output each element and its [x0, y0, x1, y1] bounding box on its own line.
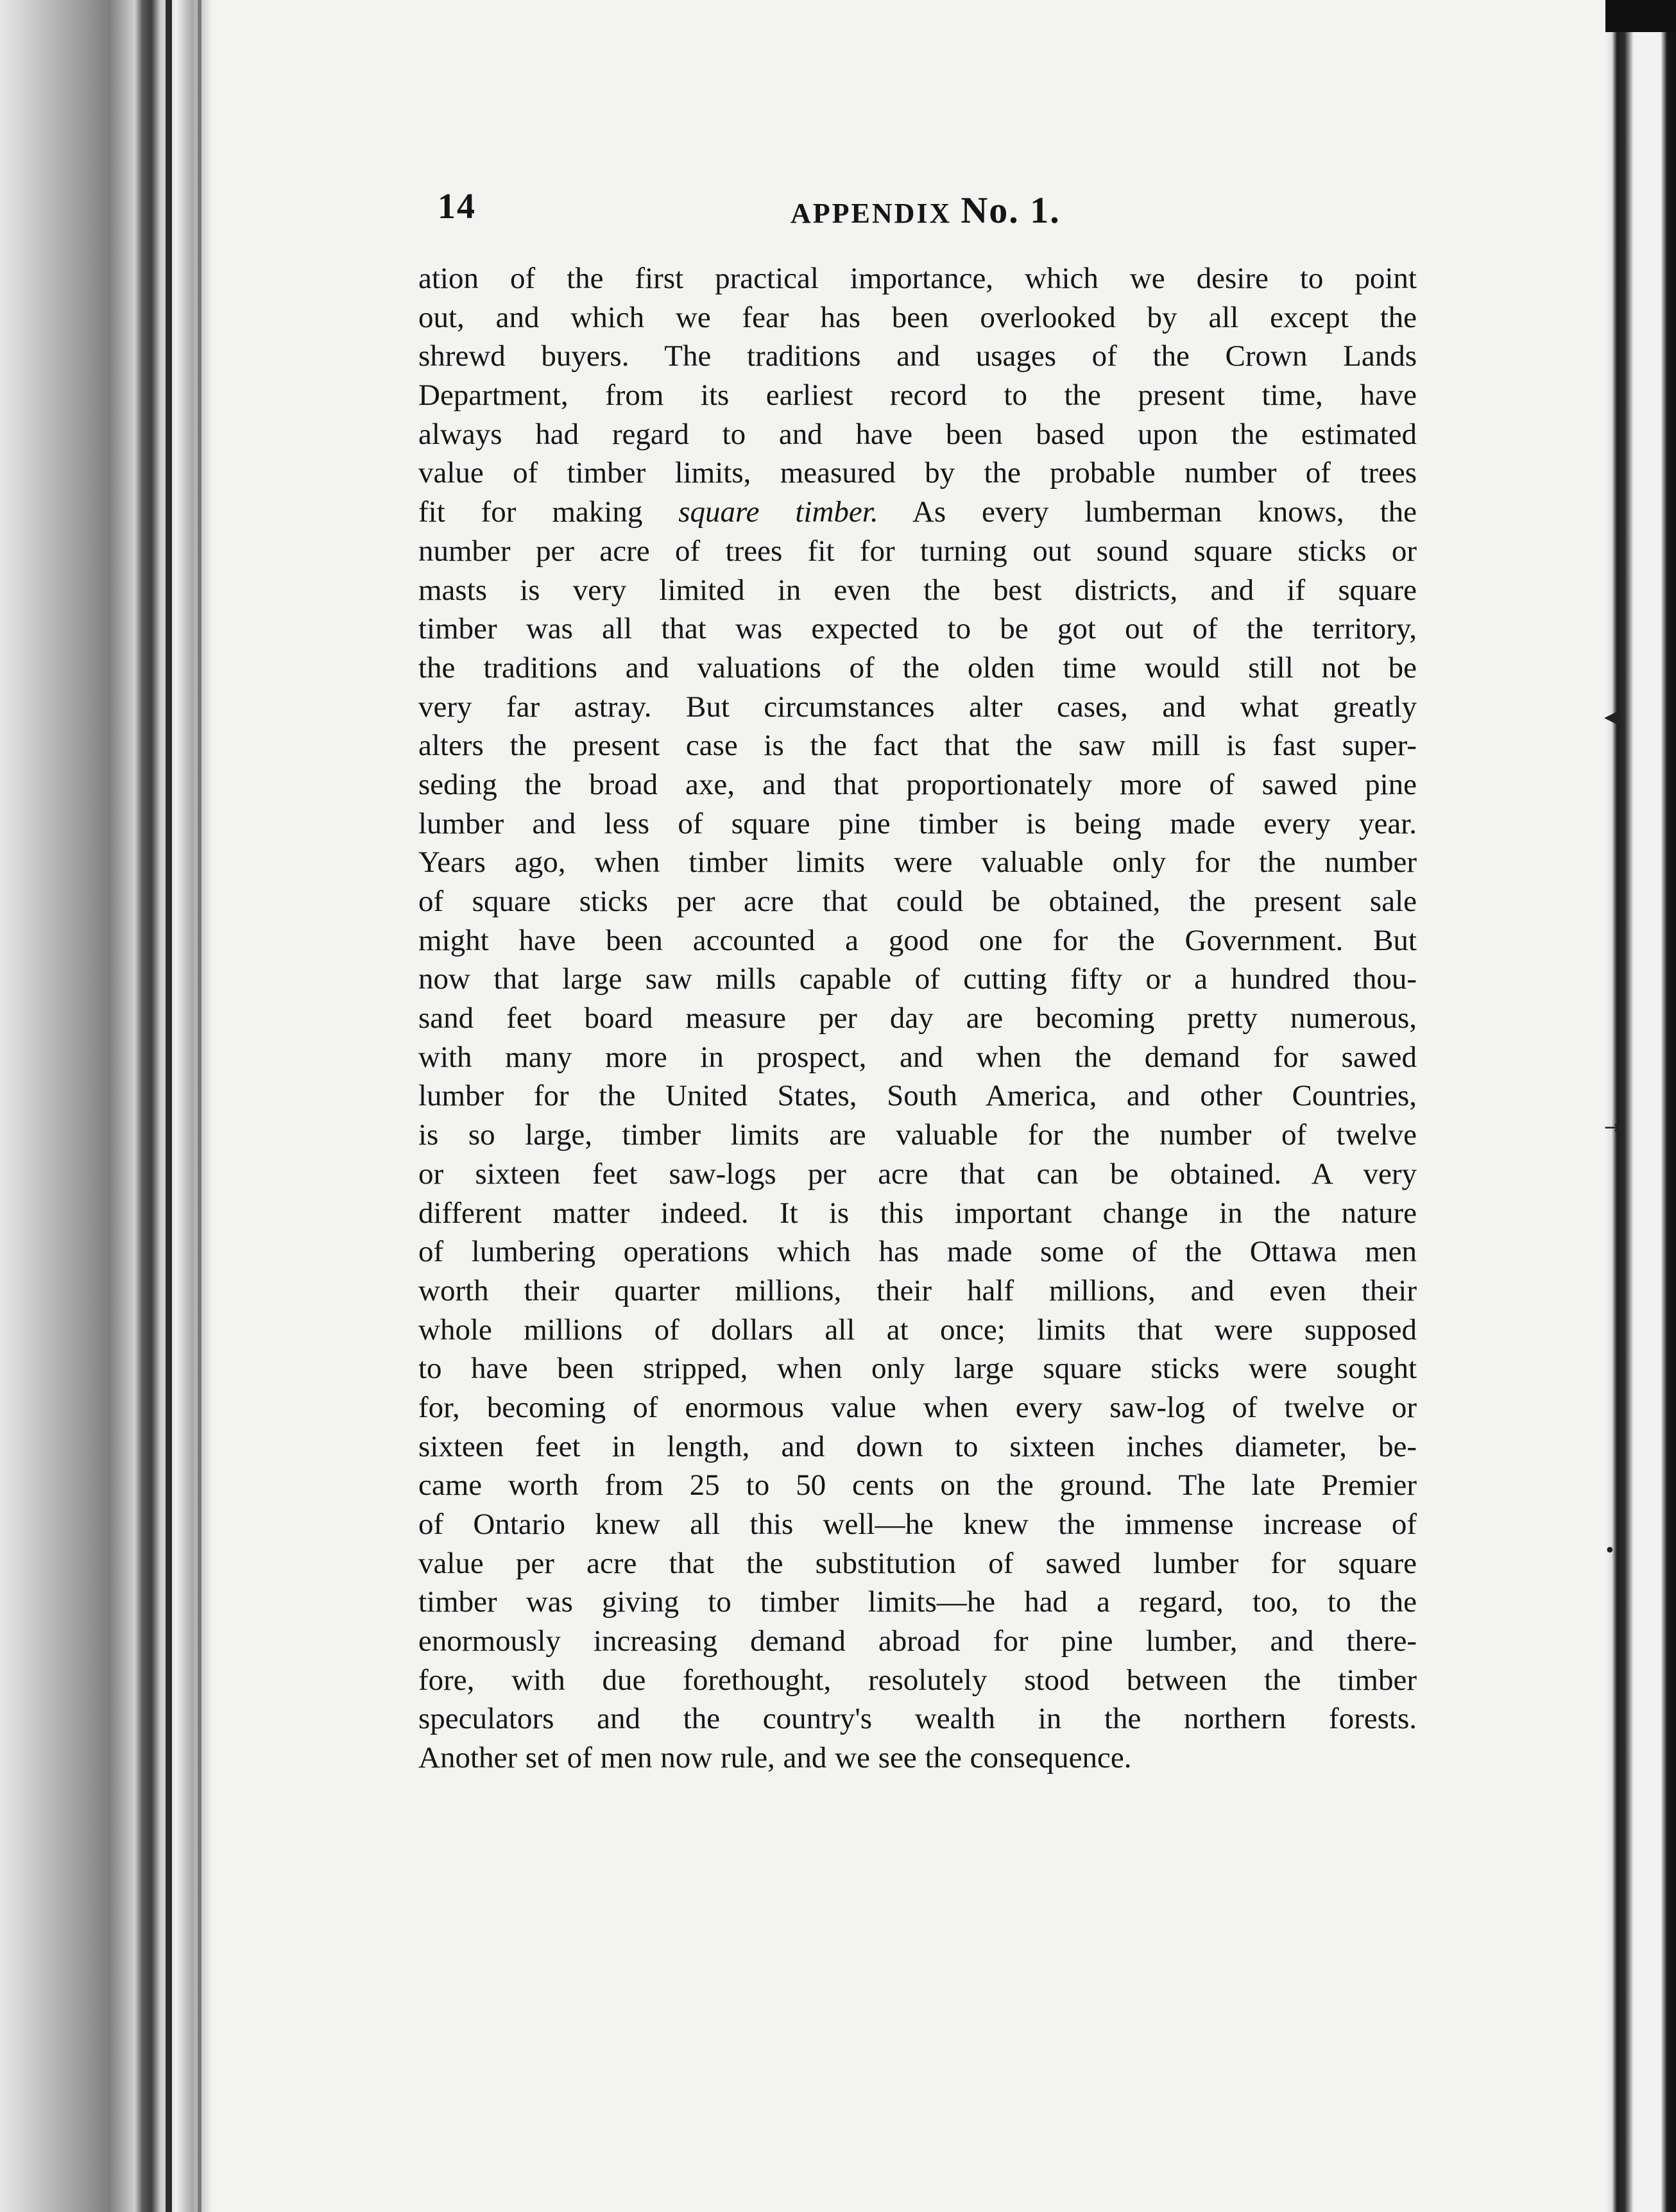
text-line: or sixteen feet saw-logs per acre that can be obtained. A very	[418, 1157, 1417, 1191]
margin-arrow-mark: ◀	[1604, 706, 1620, 728]
text-line: of Ontario knew all this well—he knew the immense increase of	[418, 1508, 1417, 1541]
running-title-prefix: APPENDIX	[791, 198, 961, 229]
text-line: of lumbering operations which has made some of the Ottawa men	[418, 1235, 1417, 1269]
text-line: out, and which we fear has been overlooked by all except the	[418, 300, 1417, 334]
text-line: timber was giving to timber limits—he had a regard, too, to the	[418, 1585, 1417, 1619]
text-line: to have been stripped, when only large square sticks were sought	[418, 1352, 1417, 1386]
text-line: ation of the first practical importance, which we desire to point	[418, 262, 1417, 295]
text-line: for, becoming of enormous value when every saw-log of twelve or	[418, 1390, 1417, 1424]
page-edge-corner	[1605, 0, 1676, 32]
text-line: fore, with due forethought, resolutely stood between the timber	[418, 1663, 1417, 1697]
italic-phrase: square timber.	[678, 495, 878, 529]
text-line: alters the present case is the fact that the saw mill is fast super-	[418, 729, 1417, 763]
body-paragraph	[418, 259, 1417, 1778]
text-line: number per acre of trees fit for turning out sound square sticks or	[418, 534, 1417, 568]
text-line: sand feet board measure per day are becoming pretty numerous,	[418, 1001, 1417, 1035]
text-line: is so large, timber limits are valuable for the number of twelve	[418, 1118, 1417, 1152]
text-line: sixteen feet in length, and down to sixteen inches diameter, be-	[418, 1429, 1417, 1463]
running-title	[791, 189, 1061, 232]
text-line: lumber and less of square pine timber is being made every year.	[418, 806, 1417, 840]
text-line: of square sticks per acre that could be obtained, the present sale	[418, 885, 1417, 918]
text-line: might have been accounted a good one for the Government. But	[418, 923, 1417, 957]
text-line	[418, 493, 1417, 532]
text-line: Department, from its earliest record to the present time, have	[418, 379, 1417, 413]
text-line: enormously increasing demand abroad for pine lumber, and there-	[418, 1624, 1417, 1658]
text-line: worth their quarter millions, their half millions, and even their	[418, 1273, 1417, 1307]
page-header	[418, 180, 1417, 244]
text-line: value per acre that the substitution of sawed lumber for square	[418, 1546, 1417, 1580]
text-line: shrewd buyers. The traditions and usages of the Crown Lands	[418, 339, 1417, 373]
text-line: masts is very limited in even the best districts, and if square	[418, 573, 1417, 607]
binding-shadow-inner	[198, 0, 201, 2212]
text-line: speculators and the country's wealth in the northern forests.	[418, 1702, 1417, 1736]
text-line: value of timber limits, measured by the probable number of trees	[418, 456, 1417, 490]
text-line: very far astray. But circumstances alter cases, and what greatly	[418, 690, 1417, 724]
text-line: different matter indeed. It is this important change in the nature	[418, 1196, 1417, 1230]
page-number: 14	[438, 187, 476, 226]
running-title-number: No. 1.	[961, 189, 1061, 231]
margin-arrow-mark: →	[1604, 1116, 1621, 1139]
book-gutter	[0, 0, 212, 2212]
text-line: timber was all that was expected to be got out of the territory,	[418, 612, 1417, 646]
text-line-last: Another set of men now rule, and we see the consequence.	[418, 1741, 1132, 1775]
text-segment: As every lumberman knows, the	[878, 495, 1417, 529]
book-page	[418, 180, 1417, 1775]
text-line: now that large saw mills capable of cutting fifty or a hundred thou-	[418, 962, 1417, 996]
text-line: with many more in prospect, and when the demand for sawed	[418, 1040, 1417, 1074]
text-line: whole millions of dollars all at once; limits that were supposed	[418, 1313, 1417, 1347]
text-line: the traditions and valuations of the olden time would still not be	[418, 651, 1417, 685]
binding-shadow	[166, 0, 172, 2212]
text-segment: fit for making	[418, 495, 679, 529]
text-line: seding the broad axe, and that proportionately more of sawed pine	[418, 767, 1417, 801]
text-line: lumber for the United States, South America, and other Countries,	[418, 1079, 1417, 1113]
text-line: Years ago, when timber limits were valuable only for the number	[418, 846, 1417, 880]
text-line: came worth from 25 to 50 cents on the ground. The late Premier	[418, 1468, 1417, 1502]
margin-dot-mark: •	[1604, 1540, 1616, 1562]
text-line: always had regard to and have been based upon the estimated	[418, 417, 1417, 451]
page-edge-right	[1605, 0, 1676, 2212]
